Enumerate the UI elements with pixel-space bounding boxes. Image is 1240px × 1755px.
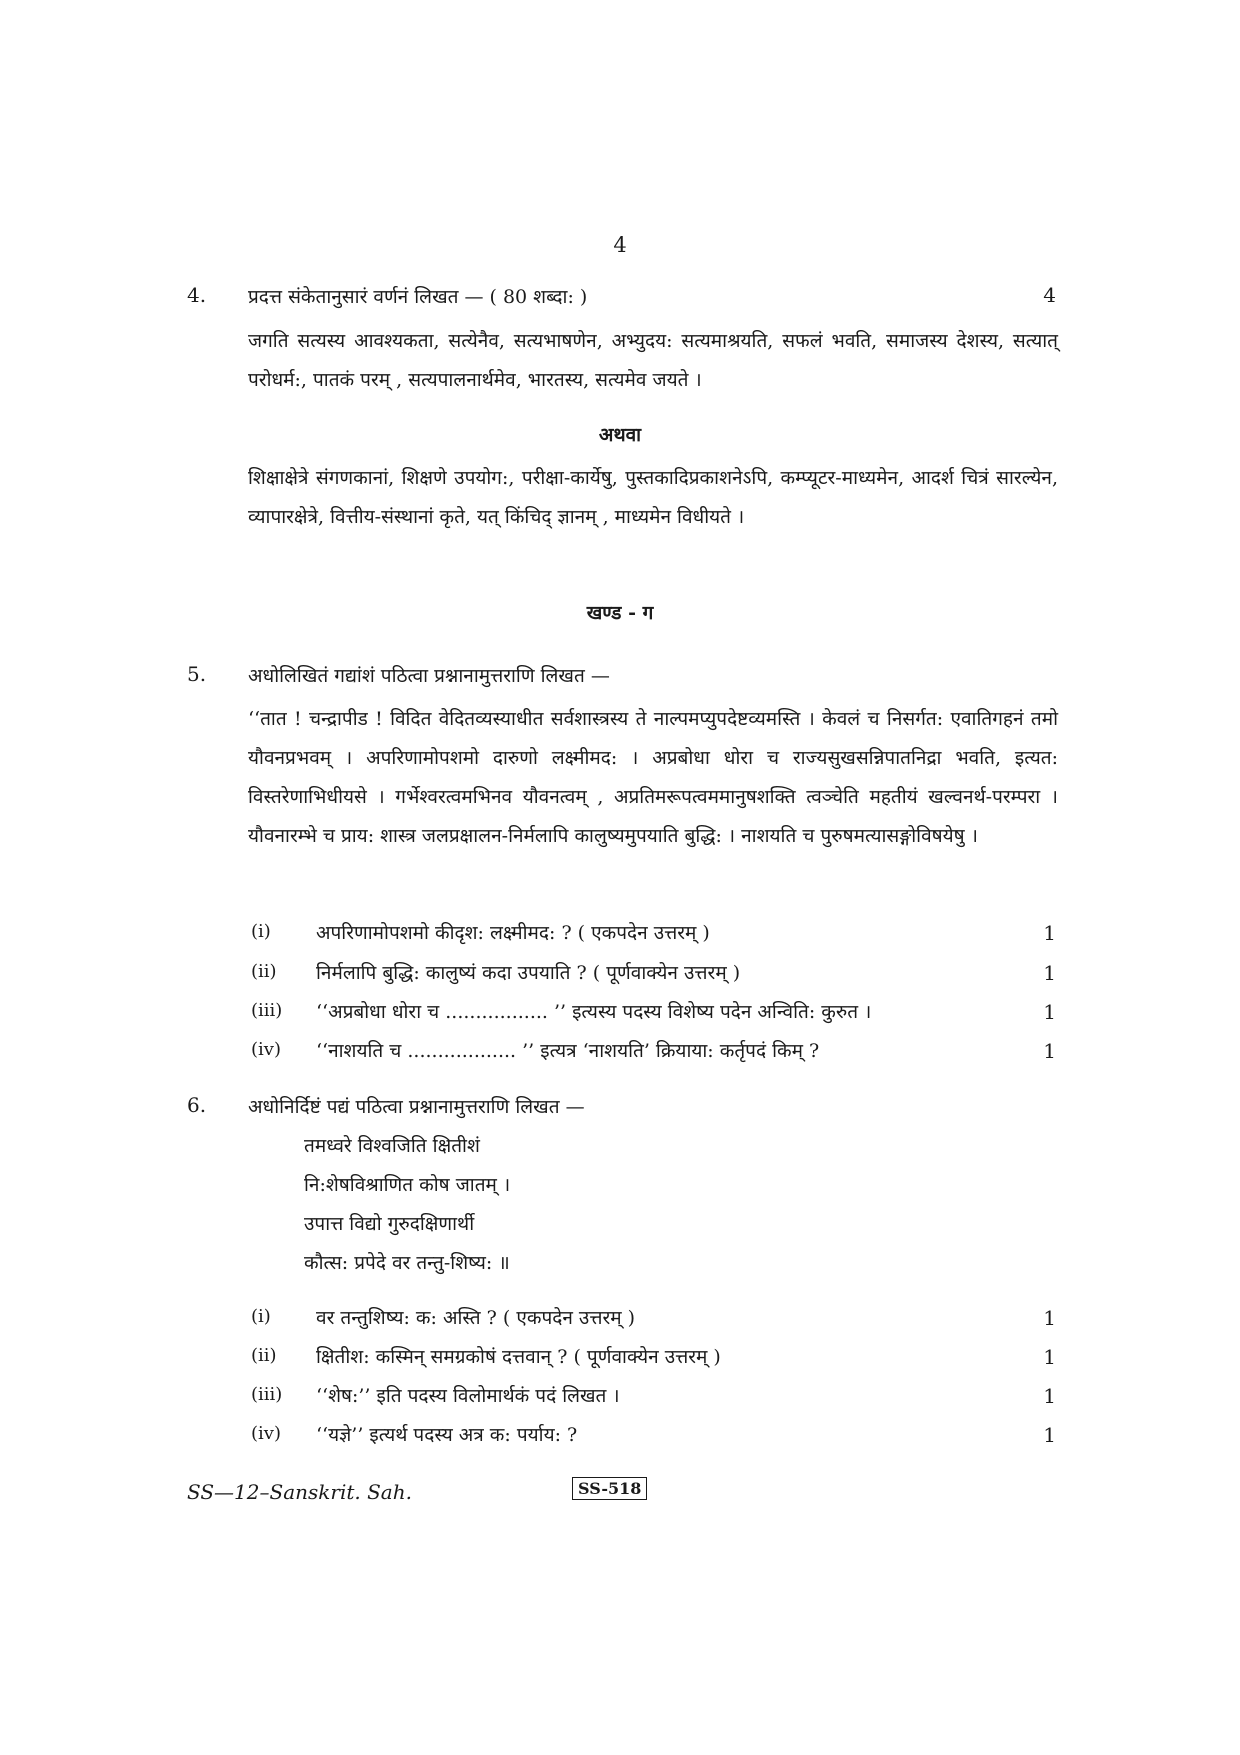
q6-sub-marks: 1 [1043, 1345, 1056, 1369]
question-6-prompt: अधोनिर्दिष्टं पद्यं पठित्वा प्रश्नानामुत्तराणि लिखत — [248, 1096, 585, 1118]
page-number: 4 [613, 233, 627, 257]
q6-sub-label: (ii) [251, 1345, 277, 1366]
or-label: अथवा [598, 424, 642, 446]
question-4-hints-2: शिक्षाक्षेत्रे संगणकानां, शिक्षणे उपयोग:, परीक्षा-कार्येषु, पुस्तकादिप्रकाशनेऽपि, कम्प्यूटर-माध्यमेन, आदर्श चित्रं सारल्येन, व्यापारक्षेत्रे, वित्तीय-संस्थानां कृते, यत् किंचिद् ज्ञानम् , माध्यमेन विधीयते । [248, 467, 1058, 528]
question-5-prompt: अधोलिखितं गद्यांशं पठित्वा प्रश्नानामुत्तराणि लिखत — [248, 665, 610, 687]
verse-line: उपात्त विद्यो गुरुदक्षिणार्थी [304, 1213, 475, 1235]
verse-line: कौत्स: प्रपेदे वर तन्तु-शिष्य: ॥ [304, 1252, 510, 1274]
q5-sub-label: (ii) [251, 961, 277, 982]
q5-sub-marks: 1 [1043, 1039, 1056, 1063]
q6-sub-marks: 1 [1043, 1423, 1056, 1447]
question-4-prompt: प्रदत्त संकेतानुसारं वर्णनं लिखत — ( 80 शब्दा: ) [248, 286, 588, 308]
question-5-number: 5. [187, 662, 207, 686]
footer-paper-code: SS—12–Sanskrit. Sah. [187, 1480, 412, 1504]
q5-sub-marks: 1 [1043, 1000, 1056, 1024]
question-6-number: 6. [187, 1093, 207, 1117]
q5-sub-marks: 1 [1043, 961, 1056, 985]
question-4-number: 4. [187, 283, 207, 307]
q6-sub-label: (iv) [251, 1423, 281, 1444]
section-heading: खण्ड - ग [586, 602, 654, 624]
q5-sub-question: ‘‘अप्रबोधा धोरा च ................. ’’ इत्यस्य पदस्य विशेष्य पदेन अन्विति: कुरुत । [316, 1001, 872, 1023]
q5-sub-question: ‘‘नाशयति च .................. ’’ इत्यत्र ‘नाशयति’ क्रियाया: कर्तृपदं किम् ? [316, 1040, 820, 1062]
question-4-marks: 4 [1043, 283, 1056, 307]
question-4-hints-1: जगति सत्यस्य आवश्यकता, सत्येनैव, सत्यभाषणेन, अभ्युदय: सत्यमाश्रयति, सफलं भवति, समाजस्य देशस्य, सत्यात् परोधर्म:, पातकं परम् , सत्यपालनार्थमेव, भारतस्य, सत्यमेव जयते । [248, 330, 1058, 391]
verse-line: तमध्वरे विश्वजिति क्षितीशं [304, 1135, 480, 1157]
q5-sub-label: (i) [251, 921, 271, 942]
q6-sub-label: (iii) [251, 1384, 283, 1405]
q5-sub-question: निर्मलापि बुद्धि: कालुष्यं कदा उपयाति ? ( पूर्णवाक्येन उत्तरम् ) [316, 962, 741, 984]
question-5-passage: ‘‘तात ! चन्द्रापीड ! विदित वेदितव्यस्याधीत सर्वशास्त्रस्य ते नाल्पमप्युपदेष्टव्यमस्ति । केवलं च निसर्गत: एवातिगहनं तमो यौवनप्रभवम् । अपरिणामोपशमो दारुणो लक्ष्मीमद: । अप्रबोधा धोरा च राज्यसुखसन्निपातनिद्रा भवति, इत्यत: विस्तरेणाभिधीयसे । गर्भेश्वरत्वमभिनव यौवनत्वम् , अप्रतिमरूपत्वममानुषशक्ति त्वञ्चेति महतीयं खल्वनर्थ-परम्परा । यौवनारम्भे च प्राय: शास्त्र जलप्रक्षालन-निर्मलापि कालुष्यमुपयाति बुद्धि: । नाशयति च पुरुषमत्यासङ्गोविषयेषु । [248, 708, 1058, 847]
q5-sub-label: (iv) [251, 1039, 281, 1060]
q6-sub-label: (i) [251, 1306, 271, 1327]
q5-sub-label: (iii) [251, 1000, 283, 1021]
q6-sub-question: क्षितीश: कस्मिन् समग्रकोषं दत्तवान् ? ( पूर्णवाक्येन उत्तरम् ) [316, 1346, 721, 1368]
q6-sub-question: ‘‘शेष:’’ इति पदस्य विलोमार्थकं पदं लिखत । [316, 1385, 620, 1407]
q6-sub-marks: 1 [1043, 1306, 1056, 1330]
q6-sub-marks: 1 [1043, 1384, 1056, 1408]
q6-sub-question: ‘‘यज्ञे’’ इत्यर्थ पदस्य अत्र क: पर्याय: ? [316, 1424, 578, 1446]
q6-sub-question: वर तन्तुशिष्य: क: अस्ति ? ( एकपदेन उत्तरम् ) [316, 1307, 636, 1329]
q5-sub-question: अपरिणामोपशमो कीदृश: लक्ष्मीमद: ? ( एकपदेन उत्तरम् ) [316, 922, 710, 944]
footer-booklet-code: SS-518 [572, 1477, 647, 1500]
q5-sub-marks: 1 [1043, 921, 1056, 945]
verse-line: नि:शेषविश्राणित कोष जातम् । [304, 1174, 511, 1196]
